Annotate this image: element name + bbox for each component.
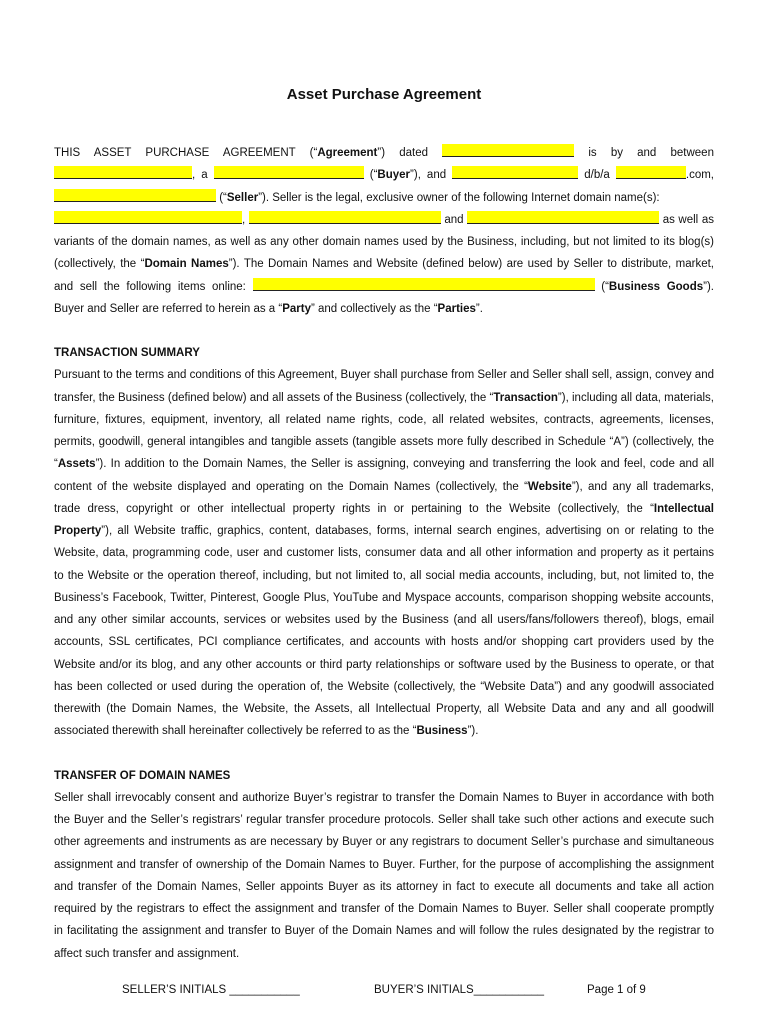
transaction-line: trade dress, copyright or other intellectual property rights in or pertaining to the Website (collectively, the “Intellectual: [54, 502, 714, 515]
transfer-line: the Buyer and the Seller’s registrars’ regular transfer procedure protocols. Seller shall take such other actions and execute such: [54, 814, 714, 826]
transaction-line: furniture, fixtures, equipment, inventory, all related name rights, code, all related websites, contracts, agreements, licenses,: [54, 413, 714, 426]
transfer-domain-names-heading: TRANSFER OF DOMAIN NAMES: [54, 769, 231, 782]
transaction-summary-heading: TRANSACTION SUMMARY: [54, 347, 200, 359]
intro-line-1: THIS ASSET PURCHASE AGREEMENT (“Agreement”) dated is by and between: [54, 142, 714, 164]
intro-line-2: , a (“Buyer”), and d/b/a .com,: [54, 164, 714, 186]
page-number: Page 1 of 9: [587, 984, 646, 996]
transaction-line: Pursuant to the terms and conditions of this Agreement, Buyer shall purchase from Seller and Seller shall sell, assign, convey and: [54, 369, 714, 382]
transaction-line: permits, goodwill, general intangibles and tangible assets (tangible assets more fully described in Schedule “A”) (collectively, the: [54, 436, 714, 448]
buyer-initials: BUYER’S INITIALS___________: [374, 984, 545, 996]
seller-entity-field[interactable]: [54, 189, 216, 202]
document-title: Asset Purchase Agreement: [286, 86, 482, 103]
business-goods-field[interactable]: [253, 278, 595, 291]
transfer-line: in facilitating the assignment and transfer to Buyer of the Domain Names and will follow the rules designated by the registrar to: [54, 925, 714, 938]
intro-line-6: (collectively, the “Domain Names”). The Domain Names and Website (defined below) are used by Seller to distribute, market,: [54, 258, 714, 271]
transaction-line: transfer, the Business (defined below) and all assets of the Business (collectively, the “Transaction”), including all data, materials,: [54, 391, 714, 404]
page-footer: [0, 984, 768, 1004]
transaction-line: Website and/or its blog, and any other accounts or third party relationships or software used by the Business to operate, or that: [54, 658, 714, 671]
transaction-line: to the Website or the operation thereof, including, but not limited to, all social media accounts, including, but, not limited to, the: [54, 569, 714, 582]
transaction-line: Business’s Facebook, Twitter, Pinterest, Google Plus, YouTube and Myspace accounts, comparison shopping website accounts,: [54, 591, 714, 604]
intro-line-5: variants of the domain names, as well as any other domain names used by the Business, including, but not limited to its blog(s): [54, 236, 714, 248]
document-body: [54, 142, 714, 965]
transaction-line: therewith (the Domain Names, the Website, the Assets, all Intellectual Property, all Website Data and any and all goodwill: [54, 703, 714, 715]
transfer-line: required by the registrars to effect the assignment and transfer of the Domain Names to Buyer. Seller shall cooperate promptly: [54, 903, 714, 915]
intro-line-8: Buyer and Seller are referred to herein as a “Party” and collectively as the “Parties”.: [54, 302, 483, 315]
transfer-line: affect such transfer and assignment.: [54, 947, 240, 960]
intro-line-7: and sell the following items online: (“Business Goods”).: [54, 276, 714, 298]
transfer-line: Seller shall irrevocably consent and authorize Buyer’s registrar to transfer the Domain Names to Buyer in accordance with both: [54, 791, 714, 804]
date-field[interactable]: [442, 144, 574, 157]
domain-name-field-2[interactable]: [249, 211, 441, 224]
buyer-entity-field[interactable]: [452, 166, 578, 179]
transaction-line: has been collected or used during the operation of, the Website (collectively, the “Website Data”) and any goodwill associated: [54, 680, 714, 693]
transaction-line: associated therewith shall hereinafter collectively be referred to as the “Business”).: [54, 725, 479, 738]
buyer-name-field[interactable]: [214, 166, 364, 179]
transaction-line: accounts, SSL certificates, PCI compliance certificates, and accounts with hosts and/or shopping cart providers used by the: [54, 636, 714, 649]
transfer-line: and transfer of the Domain Names, Seller appoints Buyer as its attorney in fact to execute all documents and take all action: [54, 880, 714, 893]
intro-line-3: (“Seller”). Seller is the legal, exclusive owner of the following Internet domain name(s):: [54, 187, 714, 209]
seller-name-field[interactable]: [54, 166, 192, 179]
transaction-line: and any other similar accounts, services or websites used by the Business (and all users/fans/followers thereof), blogs, email: [54, 614, 714, 626]
dba-field[interactable]: [616, 166, 686, 179]
transaction-line: Website, data, programming code, user and customer lists, consumer data and all other information and property as it pertains: [54, 547, 714, 560]
transaction-line: content of the website displayed and operating on the Domain Names (collectively, the “Website”), and any all trademarks,: [54, 480, 714, 493]
transfer-line: other agreements and instruments as are necessary by Buyer or any registrars to document Seller’s purchase and simultaneous: [54, 836, 714, 849]
transfer-line: assignment and transfer of ownership of the Domain Names to Buyer. Further, for the purpose of accomplishing the assignment: [54, 858, 714, 871]
seller-initials: SELLER’S INITIALS ___________: [122, 984, 300, 996]
transaction-line: Property”), all Website traffic, graphics, content, databases, forms, internal search engines, advertising on or relating to the: [54, 525, 714, 537]
transaction-line: “Assets”). In addition to the Domain Names, the Seller is assigning, conveying and transferring the look and feel, code and all: [54, 458, 714, 471]
domain-name-field-1[interactable]: [54, 211, 242, 224]
domain-name-field-3[interactable]: [467, 211, 659, 224]
intro-line-4: , and as well as: [54, 209, 714, 231]
